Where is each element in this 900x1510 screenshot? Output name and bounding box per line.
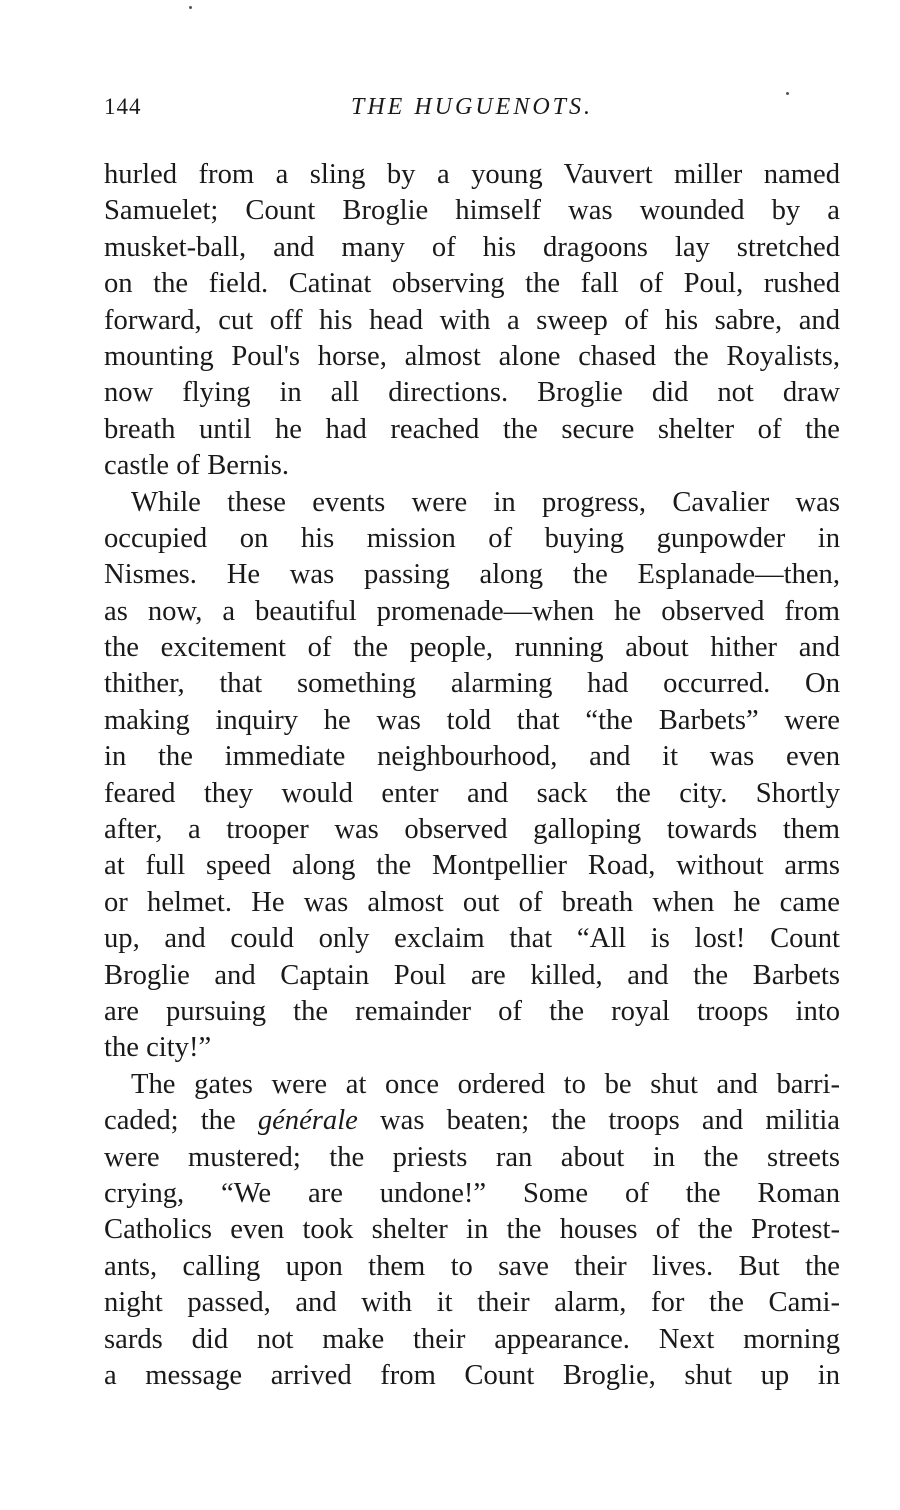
text-line: forward, cut off his head with a sweep of his sabre, and xyxy=(104,304,840,336)
page-number: 144 xyxy=(104,94,142,119)
text-line: were mustered; the priests ran about in the streets xyxy=(104,1141,840,1173)
text-line: making inquiry he was told that “the Barbets” were xyxy=(104,704,840,736)
print-speck xyxy=(189,6,192,9)
text-line: the excitement of the people, running about hither and xyxy=(104,632,840,664)
text-line: in the immediate neighbourhood, and it was even xyxy=(104,741,840,773)
text-line: sards did not make their appearance. Next morning xyxy=(104,1323,840,1355)
text-line: Nismes. He was passing along the Esplanade—then, xyxy=(104,559,840,591)
paragraph-1 xyxy=(104,157,840,485)
text-line: castle of Bernis. xyxy=(104,450,290,482)
text-line: up, and could only exclaim that “All is lost! Count xyxy=(104,923,840,955)
text-line: Samuelet; Count Broglie himself was wounded by a xyxy=(104,195,840,227)
text-line-with-italic: caded; the générale was beaten; the troops and militia xyxy=(104,1105,840,1137)
text-line: ants, calling upon them to save their lives. But the xyxy=(104,1250,840,1282)
text-line: a message arrived from Count Broglie, shut up in xyxy=(104,1359,840,1391)
body-text xyxy=(104,157,840,1394)
page-header xyxy=(104,94,840,134)
text-line: breath until he had reached the secure shelter of the xyxy=(104,413,840,445)
text-line: thither, that something alarming had occurred. On xyxy=(104,668,840,700)
paragraph-2 xyxy=(104,485,840,1067)
text-line: hurled from a sling by a young Vauvert miller named xyxy=(104,159,840,190)
running-head: THE HUGUENOTS. xyxy=(350,94,593,120)
text-line: Catholics even took shelter in the houses of the Protest- xyxy=(104,1214,840,1246)
text-line: occupied on his mission of buying gunpowder in xyxy=(104,522,840,554)
italic-word: générale xyxy=(257,1105,358,1137)
paragraph-3 xyxy=(104,1067,840,1395)
text-line: the city!” xyxy=(104,1032,212,1064)
text-line: at full speed along the Montpellier Road, without arms xyxy=(104,850,840,882)
text-line: or helmet. He was almost out of breath when he came xyxy=(104,886,840,918)
text-line: crying, “We are undone!” Some of the Roman xyxy=(104,1177,840,1209)
text-line: While these events were in progress, Cavalier was xyxy=(131,486,840,518)
text-line: mounting Poul's horse, almost alone chased the Royalists, xyxy=(104,340,840,372)
text-line: feared they would enter and sack the city. Shortly xyxy=(104,777,840,809)
text-line: after, a trooper was observed galloping towards them xyxy=(104,814,840,846)
text-line: as now, a beautiful promenade—when he observed from xyxy=(104,595,840,627)
text-line: now flying in all directions. Broglie did not draw xyxy=(104,377,840,409)
text-line: musket-ball, and many of his dragoons lay stretched xyxy=(104,231,840,263)
text-line: are pursuing the remainder of the royal troops into xyxy=(104,995,840,1027)
text-line: night passed, and with it their alarm, for the Cami- xyxy=(104,1287,840,1319)
text-line: on the field. Catinat observing the fall of Poul, rushed xyxy=(104,268,840,300)
text-line: The gates were at once ordered to be shut and barri- xyxy=(131,1068,840,1100)
text-line: Broglie and Captain Poul are killed, and the Barbets xyxy=(104,959,840,991)
